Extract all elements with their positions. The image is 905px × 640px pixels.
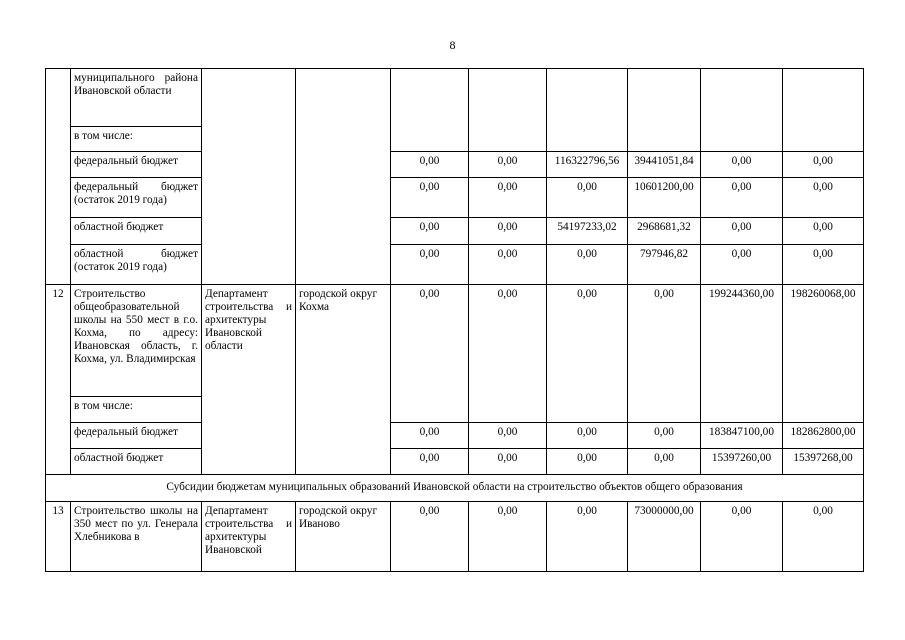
item-location: городской округ Иваново — [296, 502, 391, 572]
carry-name: муниципального района Ивановской области — [71, 69, 202, 127]
value-cell: 0,00 — [783, 245, 864, 285]
value-cell: 198260068,00 — [783, 285, 864, 423]
value-cell: 0,00 — [783, 152, 864, 178]
value-cell: 0,00 — [391, 285, 469, 423]
value-cell: 0,00 — [701, 502, 783, 572]
value-cell: 183847100,00 — [701, 423, 783, 449]
budget-table — [45, 68, 864, 572]
row-label: областной бюджет (остаток 2019 года) — [71, 245, 202, 285]
value-cell: 0,00 — [547, 502, 628, 572]
item-department: Департамент строительства и архитектуры Ивановской — [202, 502, 296, 572]
carry-including: в том числе: — [71, 127, 202, 152]
value-cell: 0,00 — [628, 285, 701, 423]
value-cell: 0,00 — [547, 245, 628, 285]
item-index: 12 — [46, 285, 71, 475]
row-label: федеральный бюджет — [71, 152, 202, 178]
value-cell: 0,00 — [391, 152, 469, 178]
value-cell: 0,00 — [783, 502, 864, 572]
carry-name-row — [46, 69, 864, 127]
table-row — [46, 178, 864, 218]
carry-index-cell — [46, 69, 71, 285]
value-cell: 0,00 — [469, 423, 547, 449]
value-cell: 0,00 — [469, 178, 547, 218]
carry-empty-v1 — [391, 69, 469, 152]
carry-empty-v6 — [783, 69, 864, 152]
value-cell: 0,00 — [469, 449, 547, 475]
value-cell: 0,00 — [701, 245, 783, 285]
item-department: Департамент строительства и архитектуры Ивановской области — [202, 285, 296, 475]
page-number: 8 — [449, 38, 456, 52]
item-index: 13 — [46, 502, 71, 572]
value-cell: 15397268,00 — [783, 449, 864, 475]
table-row — [46, 245, 864, 285]
carry-location-cell — [296, 69, 391, 285]
value-cell: 0,00 — [391, 502, 469, 572]
value-cell: 0,00 — [391, 245, 469, 285]
value-cell: 0,00 — [701, 218, 783, 245]
row-label: федеральный бюджет — [71, 423, 202, 449]
value-cell: 0,00 — [391, 423, 469, 449]
value-cell: 797946,82 — [628, 245, 701, 285]
value-cell: 2968681,32 — [628, 218, 701, 245]
row-label: областной бюджет — [71, 218, 202, 245]
value-cell: 0,00 — [469, 245, 547, 285]
value-cell: 116322796,56 — [547, 152, 628, 178]
table-row — [46, 218, 864, 245]
value-cell: 0,00 — [628, 423, 701, 449]
row-label: федеральный бюджет (остаток 2019 года) — [71, 178, 202, 218]
carry-empty-v3 — [547, 69, 628, 152]
value-cell: 0,00 — [469, 218, 547, 245]
value-cell: 182862800,00 — [783, 423, 864, 449]
value-cell: 0,00 — [391, 218, 469, 245]
value-cell: 199244360,00 — [701, 285, 783, 423]
value-cell: 0,00 — [547, 285, 628, 423]
value-cell: 0,00 — [547, 178, 628, 218]
carry-empty-v5 — [701, 69, 783, 152]
value-cell: 0,00 — [783, 218, 864, 245]
value-cell: 0,00 — [469, 285, 547, 423]
value-cell: 0,00 — [469, 152, 547, 178]
item-location: городской округ Кохма — [296, 285, 391, 475]
value-cell: 0,00 — [628, 449, 701, 475]
section-title: Субсидии бюджетам муниципальных образований Ивановской области на строительство объектов общего образования — [46, 475, 864, 502]
item-12-row — [46, 285, 864, 397]
value-cell: 0,00 — [547, 423, 628, 449]
value-cell: 10601200,00 — [628, 178, 701, 218]
value-cell: 0,00 — [391, 178, 469, 218]
table-row — [46, 423, 864, 449]
value-cell: 54197233,02 — [547, 218, 628, 245]
item-13-row — [46, 502, 864, 572]
carry-empty-v2 — [469, 69, 547, 152]
table-row — [46, 449, 864, 475]
value-cell: 0,00 — [391, 449, 469, 475]
value-cell: 0,00 — [547, 449, 628, 475]
value-cell: 39441051,84 — [628, 152, 701, 178]
value-cell: 0,00 — [469, 502, 547, 572]
value-cell: 15397260,00 — [701, 449, 783, 475]
item-name: Строительство школы на 350 мест по ул. Генерала Хлебникова в — [71, 502, 202, 572]
value-cell: 0,00 — [701, 152, 783, 178]
item-including: в том числе: — [71, 397, 202, 423]
carry-empty-v4 — [628, 69, 701, 152]
table-row — [46, 152, 864, 178]
row-label: областной бюджет — [71, 449, 202, 475]
carry-department-cell — [202, 69, 296, 285]
value-cell: 73000000,00 — [628, 502, 701, 572]
value-cell: 0,00 — [783, 178, 864, 218]
item-name: Строительство общеобразовательной школы на 550 мест в г.о. Кохма, по адресу: Ивановская область, г. Кохма, ул. Владимирская — [71, 285, 202, 397]
section-row — [46, 475, 864, 502]
value-cell: 0,00 — [701, 178, 783, 218]
